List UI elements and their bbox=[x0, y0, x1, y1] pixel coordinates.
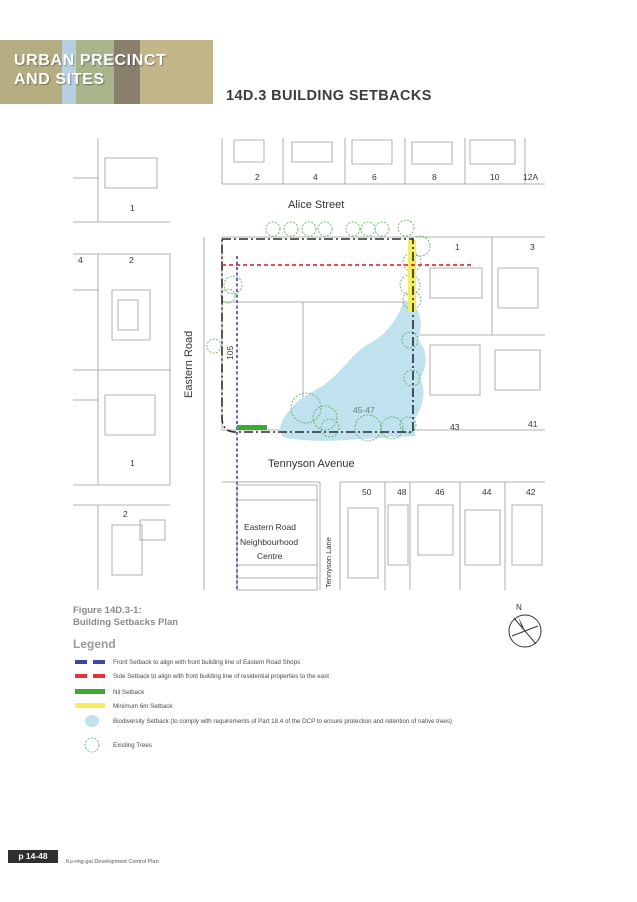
svg-text:2: 2 bbox=[129, 255, 134, 265]
nil-setback bbox=[237, 425, 267, 430]
side-setback-swatch bbox=[73, 670, 109, 682]
tree-icon bbox=[73, 737, 109, 753]
svg-text:1: 1 bbox=[455, 242, 460, 252]
svg-text:41: 41 bbox=[528, 419, 538, 429]
tennyson-avenue-label: Tennyson Avenue bbox=[268, 458, 355, 470]
svg-text:1: 1 bbox=[130, 203, 135, 213]
svg-text:43: 43 bbox=[450, 422, 460, 432]
svg-text:12A: 12A bbox=[523, 172, 539, 182]
nil-setback-swatch bbox=[73, 686, 109, 698]
svg-text:10: 10 bbox=[490, 172, 500, 182]
north-arrow bbox=[504, 600, 548, 656]
legend-item-front-setback: Front Setback to align with front building line of Eastern Road Shops bbox=[73, 656, 300, 668]
figure-number: Figure 14D.3-1: bbox=[73, 605, 142, 616]
svg-text:46: 46 bbox=[435, 487, 445, 497]
svg-text:Eastern Road: Eastern Road bbox=[244, 522, 296, 532]
biodiversity-swatch bbox=[73, 715, 109, 727]
legend-item-nil-setback: Nil Setback bbox=[73, 686, 144, 698]
svg-text:1: 1 bbox=[130, 458, 135, 468]
section-title: 14D.3 BUILDING SETBACKS bbox=[226, 88, 432, 104]
svg-text:2: 2 bbox=[123, 509, 128, 519]
svg-text:45-47: 45-47 bbox=[353, 405, 375, 415]
svg-text:48: 48 bbox=[397, 487, 407, 497]
legend-item-side-setback: Side Setback to align with front building line of residential properties to the east bbox=[73, 670, 329, 682]
eastern-road-label: Eastern Road bbox=[183, 330, 195, 398]
figure-caption bbox=[73, 605, 178, 629]
front-setback-swatch bbox=[73, 656, 109, 668]
legend-item-biodiversity: Biodiversity Setback (to comply with requirements of Part 18.4 of the DCP to ensure protection and retention of native trees) bbox=[73, 715, 452, 727]
svg-text:Centre: Centre bbox=[257, 551, 283, 561]
legend-title: Legend bbox=[73, 637, 116, 651]
svg-text:4: 4 bbox=[78, 255, 83, 265]
svg-text:3: 3 bbox=[530, 242, 535, 252]
svg-text:2: 2 bbox=[255, 172, 260, 182]
legend-item-minimum-6m: Minimum 6m Setback bbox=[73, 700, 173, 712]
svg-text:44: 44 bbox=[482, 487, 492, 497]
tennyson-lane-label: Tennyson Lane bbox=[324, 537, 333, 588]
svg-text:50: 50 bbox=[362, 487, 372, 497]
document-title: Ku-ring-gai Development Control Plan bbox=[66, 859, 159, 865]
biodiversity-setback-area bbox=[280, 300, 426, 441]
svg-text:Neighbourhood: Neighbourhood bbox=[240, 537, 299, 547]
minimum-6m-swatch bbox=[73, 700, 109, 712]
svg-text:8: 8 bbox=[432, 172, 437, 182]
page-number: p 14-48 bbox=[8, 850, 58, 863]
svg-text:N: N bbox=[516, 603, 522, 612]
svg-text:42: 42 bbox=[526, 487, 536, 497]
minimum-6m-setback bbox=[408, 240, 416, 312]
legend-item-existing-trees: Existing Trees bbox=[73, 737, 152, 753]
svg-text:6: 6 bbox=[372, 172, 377, 182]
svg-text:105: 105 bbox=[225, 345, 235, 360]
figure-title: Building Setbacks Plan bbox=[73, 617, 179, 628]
alice-street-label: Alice Street bbox=[288, 199, 345, 211]
svg-text:4: 4 bbox=[313, 172, 318, 182]
banner-title: URBAN PRECINCT AND SITES bbox=[14, 52, 167, 88]
